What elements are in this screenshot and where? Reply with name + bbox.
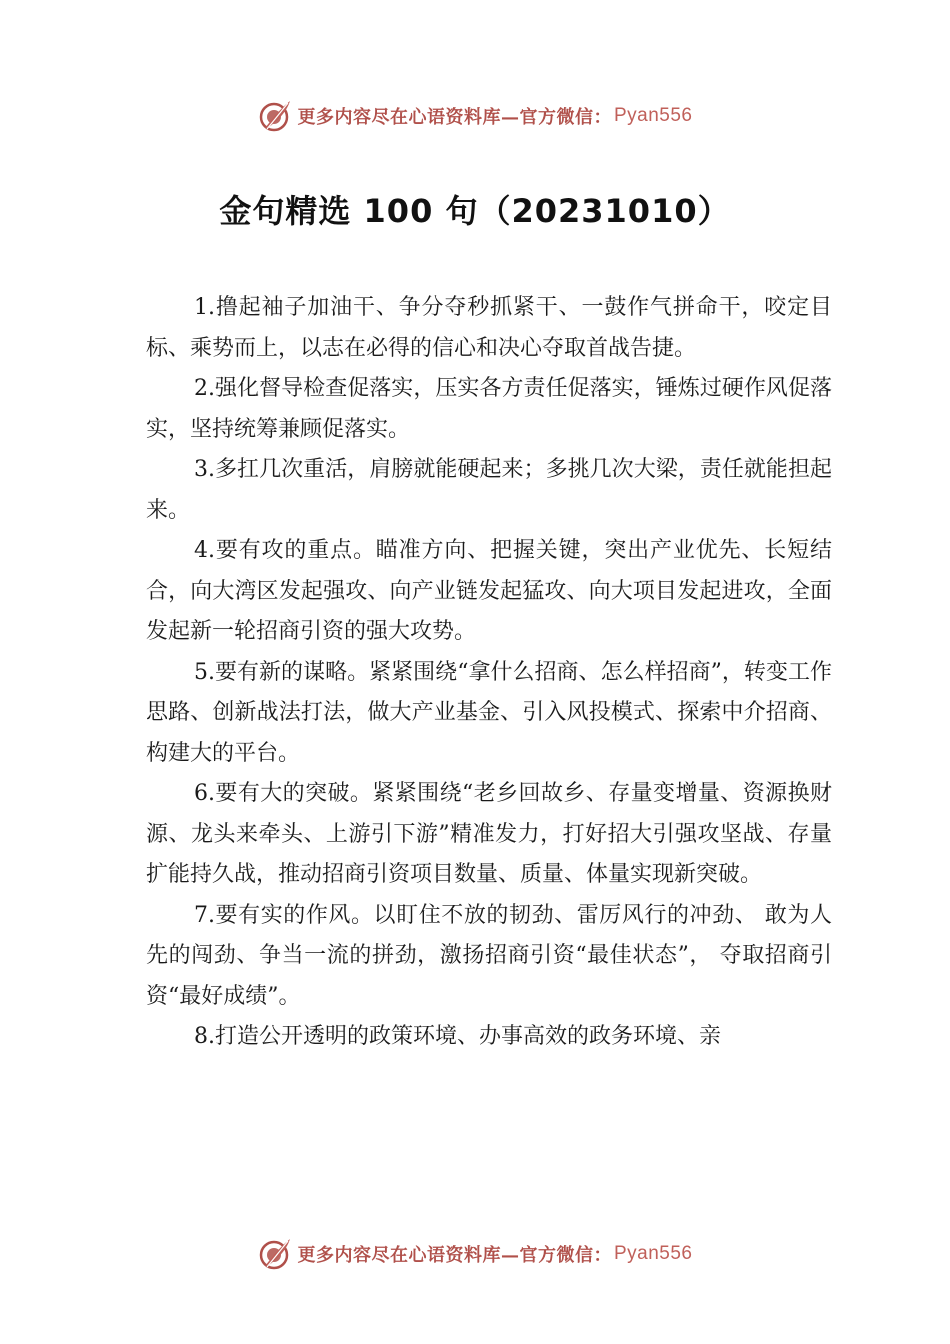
paragraph-2: 2.强化督导检查促落实，压实各方责任促落实，锤炼过硬作风促落实，坚持统筹兼顾促落实。 xyxy=(146,376,832,442)
paragraph-7: 7.要有实的作风。以盯住不放的韧劲、雷厉风行的冲劲、 敢为人先的闯劲、争当一流的拼劲，激扬招商引资“最佳状态”， 夺取招商引资“最好成绩”。 xyxy=(146,902,832,1009)
watermark-text: 更多内容尽在心语资料库—官方微信： xyxy=(297,107,612,128)
paragraph-5: 5.要有新的谋略。紧紧围绕“拿什么招商、怎么样招商”，转变工作思路、创新战法打法，做大产业基金、引入风投模式、探索中介招商、构建大的平台。 xyxy=(146,659,832,766)
watermark-wechat-id: Pyan556 xyxy=(613,105,693,126)
paragraph-3: 3.多扛几次重活，肩膀就能硬起来；多挑几次大梁，责任就能担起来。 xyxy=(146,457,832,523)
paragraph-4: 4.要有攻的重点。瞄准方向、把握关键，突出产业优先、长短结合，向大湾区发起强攻、向产业链发起猛攻、向大项目发起进攻，全面发起新一轮招商引资的强大攻势。 xyxy=(146,538,832,644)
page-title: 金句精选 100 句（20231010） xyxy=(219,192,731,230)
watermark-header xyxy=(0,96,950,136)
document-body xyxy=(146,288,832,1058)
paragraph-8: 8.打造公开透明的政策环境、办事高效的政务环境、亲 xyxy=(194,1024,721,1049)
quill-logo-icon xyxy=(257,98,293,134)
paragraph-1: 1.撸起袖子加油干、争分夺秒抓紧干、一鼓作气拼命干，咬定目标、乘势而上，以志在必得的信心和决心夺取首战告捷。 xyxy=(146,295,832,361)
watermark-text: 更多内容尽在心语资料库—官方微信： xyxy=(297,1245,612,1266)
watermark-wechat-id: Pyan556 xyxy=(613,1243,693,1264)
paragraph-6: 6.要有大的突破。紧紧围绕“老乡回故乡、存量变增量、资源换财源、龙头来牵头、上游引下游”精准发力，打好招大引强攻坚战、存量扩能持久战，推动招商引资项目数量、质量、体量实现新突破。 xyxy=(146,781,832,887)
quill-logo-icon xyxy=(257,1236,293,1272)
watermark-footer xyxy=(0,1234,950,1274)
